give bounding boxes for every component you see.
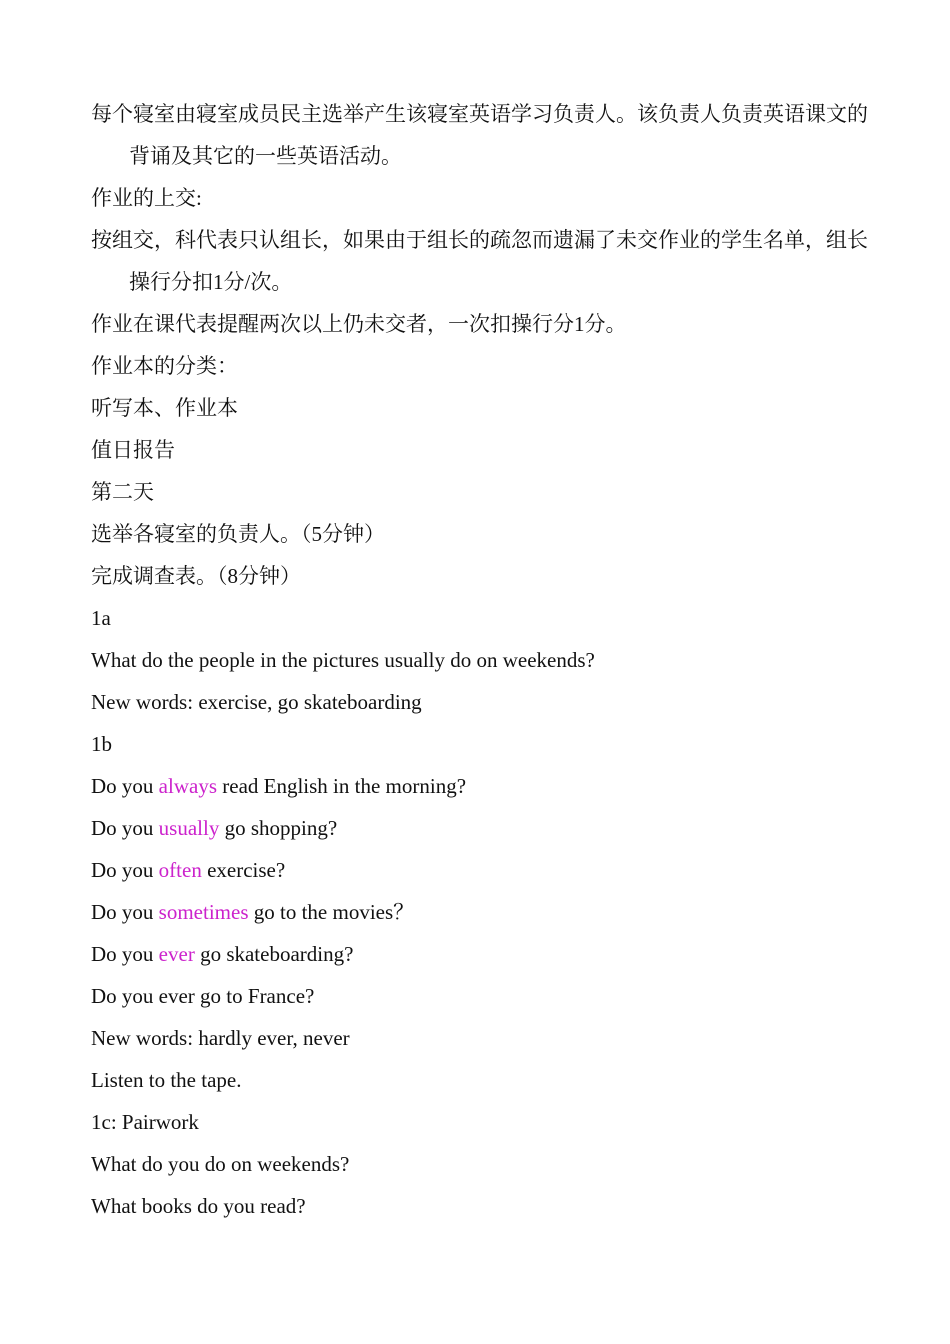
document-body	[91, 93, 871, 1227]
frequency-keyword: often	[158, 858, 202, 882]
question-often	[91, 849, 871, 891]
question-ever	[91, 933, 871, 975]
question-prefix: Do you	[91, 774, 159, 798]
paragraph-group-submission-rule: 按组交，科代表只认组长，如果由于组长的疏忽而遗漏了未交作业的学生名单，组长操行分扣1分/次。	[91, 228, 868, 294]
frequency-keyword: sometimes	[158, 900, 249, 924]
paragraph-survey: 完成调查表。（8分钟）	[91, 564, 301, 588]
section-heading-1b: 1b	[91, 732, 112, 756]
paragraph-1a-question: What do the people in the pictures usually do on weekends?	[91, 648, 595, 672]
question-books: What books do you read?	[91, 1194, 306, 1218]
question-prefix: Do you	[91, 900, 159, 924]
section-heading-1a: 1a	[91, 606, 111, 630]
question-suffix: read English in the morning?	[217, 774, 467, 798]
paragraph-listen-tape: Listen to the tape.	[91, 1068, 242, 1092]
question-suffix: go to the movies？	[248, 900, 415, 924]
paragraph-elect-leaders: 选举各寝室的负责人。（5分钟）	[91, 522, 385, 546]
paragraph-day-two: 第二天	[91, 480, 154, 504]
question-france: Do you ever go to France?	[91, 984, 315, 1008]
section-heading-1c: 1c: Pairwork	[91, 1110, 199, 1134]
paragraph-1b-new-words: New words: hardly ever, never	[91, 1026, 350, 1050]
question-suffix: go shopping?	[219, 816, 338, 840]
question-suffix: exercise?	[201, 858, 286, 882]
question-usually	[91, 807, 871, 849]
question-suffix: go skateboarding?	[194, 942, 354, 966]
paragraph-duty-report: 值日报告	[91, 438, 175, 462]
paragraph-homework-submission-heading: 作业的上交:	[91, 186, 202, 210]
paragraph-late-homework-rule: 作业在课代表提醒两次以上仍未交者，一次扣操行分1分。	[91, 312, 627, 336]
question-prefix: Do you	[91, 816, 159, 840]
paragraph-dorm-leader: 每个寝室由寝室成员民主选举产生该寝室英语学习负责人。该负责人负责英语课文的背诵及其它的一些英语活动。	[91, 102, 868, 168]
paragraph-notebook-types-heading: 作业本的分类：	[91, 354, 238, 378]
question-prefix: Do you	[91, 942, 159, 966]
paragraph-1a-new-words: New words: exercise, go skateboarding	[91, 690, 422, 714]
frequency-keyword: always	[158, 774, 217, 798]
question-prefix: Do you	[91, 858, 159, 882]
question-sometimes	[91, 891, 871, 933]
frequency-keyword: ever	[158, 942, 195, 966]
frequency-keyword: usually	[158, 816, 220, 840]
question-always	[91, 765, 871, 807]
paragraph-notebook-types: 听写本、作业本	[91, 396, 238, 420]
question-weekends: What do you do on weekends?	[91, 1152, 350, 1176]
